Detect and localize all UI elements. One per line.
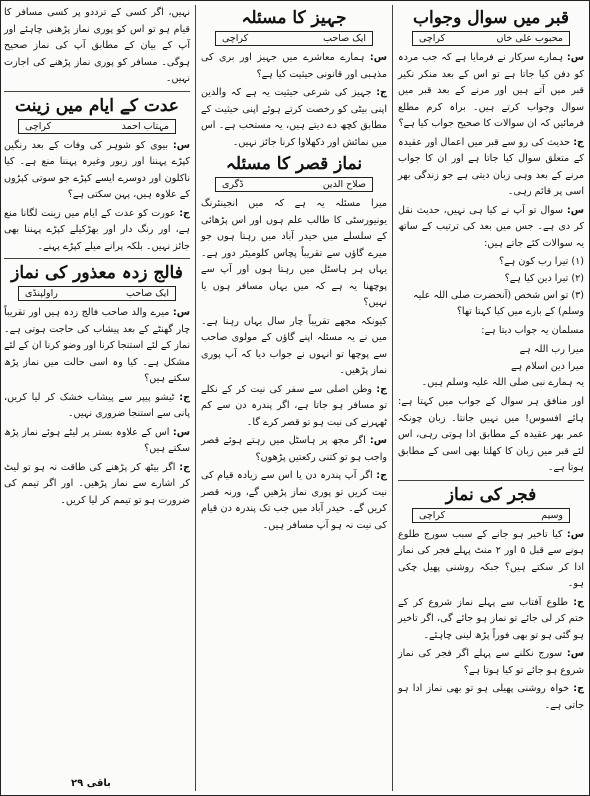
byline-author: وسیم	[541, 509, 563, 521]
divider	[4, 258, 190, 259]
byline-box	[412, 508, 570, 523]
paragraph: س: کیا تاخیر ہو جانے کے سبب سورج طلوع ہونے سے قبل ۵ اور ۲ منٹ پہلے فجر کی نماز ادا کر سکتے ہیں؟ جبکہ روشنی پھیل چکی ہو۔	[398, 528, 584, 590]
byline-box	[215, 31, 373, 46]
paragraph: س: ہمارے سرکار نے فرمایا ہے کہ جب مردہ کو دفن کیا جاتا ہے تو اس کے بعد منکر نکیر قبر میں آتے ہیں اور مرنے کے بعد قبر میں سوال وجواب کرتے ہیں۔ براہ کرم مطلع فرمائیں کہ ان سوالات کا صحیح جواب کیا ہے؟	[398, 52, 584, 130]
byline-city: ڈگری	[222, 179, 244, 191]
paragraph: ج: خواہ روشنی پھیلی ہو تو بھی نماز ادا ہو جاتی ہے۔	[398, 683, 584, 711]
paragraph: س: اگر مجھ پر ہاسٹل میں رہتے ہوئے قصر واجب ہو تو کتنی رکعتیں پڑھوں؟	[201, 435, 387, 463]
article-title: عدت کے ایام میں زینت	[15, 95, 179, 116]
paragraph: ج: حدیث کی رو سے قبر میں اعمال اور عقیدہ کے متعلق سوال کیا جاتا ہے اور ان کا جواب مرنے کے بعد وہی زبان دیتی ہے جو زندگی بھر اسی پر قائم رہی۔	[398, 136, 584, 198]
list-item: یہ ہمارے نبی صلی اللہ علیہ وسلم ہیں۔	[421, 377, 584, 389]
byline-author: ایک صاحب	[126, 288, 169, 300]
article-title: جہیز کا مسئلہ	[241, 8, 347, 28]
byline-author: صلاح الدین	[322, 179, 366, 191]
answer-list	[398, 342, 584, 392]
article-title: فالج زدہ معذور کی نماز	[11, 263, 183, 284]
paragraph: س: میرے والد صاحب فالج زدہ ہیں اور تقریباً چار گھنٹے کے بعد پیشاب کی حاجت ہوتی ہے۔ نماز کے لئے استنجا کرنا اور وضو کرنا ان کے لئے مشکل ہے۔ کیا وہ اسی حالت میں نماز پڑھ سکتے ہیں؟	[4, 307, 190, 385]
paragraph: مسلمان یہ جواب دیتا ہے:	[481, 325, 584, 337]
byline-author: محبوب علی خاں	[496, 33, 563, 45]
byline-city: کراچی	[25, 120, 52, 132]
paragraph: ج: وطن اصلی سے سفر کی نیت کر کے نکلے تو مسافر ہو جاتا ہے، اگر پندرہ دن سے کم ٹھہرنے کی نیت ہو تو قصر کرے گا۔	[201, 383, 387, 428]
paragraph: ج: اگر بیٹھ کر پڑھنے کی طاقت نہ ہو تو لیٹ کر اشارے سے نماز پڑھیں۔ اور اگر تیمم کی ضرورت ہو تو تیمم کر لیا کریں۔	[4, 461, 190, 506]
article-title: قبر میں سوال وجواب	[413, 8, 569, 28]
list-item: میرا رب اللہ ہے	[519, 343, 584, 355]
paragraph: کیونکہ مجھے تقریباً چار سال یہاں رہنا ہے۔ میں نے یہ مسئلہ اپنے گاؤں کے مولوی صاحب سے پوچھا تو انہوں نے جواب دیا کہ آپ پوری نماز پڑھیں۔	[201, 315, 387, 377]
byline-city: راولپنڈی	[25, 288, 58, 300]
byline-box	[412, 31, 570, 46]
paragraph: نہیں، اگر کسی کے ترددو پر کسی مسافر کا قیام ہو تو اس کو پوری نماز پڑھنی چاہئے اور آپ کے بیان کے مطابق آپ کی نماز صحیح ہوگی۔ مسافر کو پوری نماز پڑھنے کی اجازت نہیں۔	[4, 7, 190, 84]
left-column	[0, 5, 195, 791]
byline-box	[18, 286, 176, 301]
byline-author: مہتاب احمد	[121, 120, 169, 132]
middle-column	[195, 5, 393, 791]
list-item: (۳) تو اس شخص (آنحضرت صلی اللہ علیہ وسلم) کے بارے میں کیا کہتا تھا؟	[412, 289, 584, 318]
byline-box	[215, 177, 373, 192]
divider	[4, 91, 190, 92]
paragraph: س: بیوی کو شوہر کی وفات کے بعد رنگین کپڑے پہننا اور زیور وغیرہ پہننا منع ہے۔ کیا ناکلون اور دوسرے ایسے کپڑے جو سوتی کپڑوں کے علاوہ ہیں، پہن سکتی ہے؟	[4, 139, 190, 201]
paragraph: ج: جہیز کی شرعی حیثیت یہ ہے کہ والدین اپنی بیٹی کو رخصت کرتے ہوئے اپنی حیثیت کے مطابق کچھ دے دیتے ہیں، یہ مستحب ہے۔ اس میں نمائش اور دکھلاوا کرنا جائز نہیں۔	[201, 87, 387, 148]
paragraph: ج: طلوع آفتاب سے پہلے نماز شروع کر کے ختم کر لی جائے تو نماز ہو جائے گی، اگر تاخیر ہو گئی ہو تو بھی فوراً پڑھ لینی چاہئے۔	[398, 596, 584, 641]
paragraph: س: اس کے علاوہ بستر پر لیٹے ہوئے نماز پڑھ سکتے ہیں؟	[4, 426, 190, 455]
byline-city: کراچی	[222, 33, 249, 45]
article-title: نماز قصر کا مسئلہ	[225, 154, 363, 175]
divider	[398, 480, 584, 481]
paragraph: س: سوال تو آپ نے کیا ہی نہیں، حدیث نقل کر دی ہے۔ جس میں بعد کی ترتیب کے ساتھ یہ سوالات کئے جاتے ہیں:	[398, 204, 584, 249]
byline-box	[18, 119, 176, 134]
question-list	[398, 254, 584, 321]
paragraph: میرا مسئلہ یہ ہے کہ میں انجینئرنگ یونیورسٹی کا طالب علم ہوں اور اس پڑھائی کے سلسلے میں حیدر آباد میں رہتا ہوں جو میرے گاؤں سے تقریباً پچاس کلومیٹر دور ہے۔ یہاں ہر ہاسٹل میں رہتا ہوں اور آپ سے پوچھنا یہ ہے کہ میں یہاں مسافر ہوں یا نہیں؟	[201, 198, 387, 309]
paragraph: س: ہمارے معاشرے میں جہیز اور بری کی مذہبی اور قانونی حیثیت کیا ہے؟	[201, 52, 387, 80]
byline-city: کراچی	[419, 509, 446, 521]
paragraph: س: سورج نکلنے سے پہلے اگر فجر کی نماز شروع ہو جائے تو کیا ہوتا ہے؟	[398, 648, 584, 676]
continued-footer: باقی ۲۹	[71, 778, 111, 789]
list-item: (۱) تیرا رب کون ہے؟	[499, 256, 584, 268]
list-item: (۲) تیرا دین کیا ہے؟	[504, 272, 584, 284]
byline-city: کراچی	[419, 33, 446, 45]
paragraph: ج: عورت کو عدت کے ایام میں زینت لگانا منع ہے، اور رنگ دار اور بھڑکیلے کپڑے پہننا بھی جائز نہیں۔ بلکہ پرانے میلے کپڑے پہنے۔	[4, 207, 190, 252]
byline-author: ایک صاحب	[323, 33, 366, 45]
list-item: میرا دین اسلام ہے	[511, 360, 584, 372]
paragraph: اور منافق ہر سوال کے جواب میں کہتا ہے: ہائے افسوس! میں نہیں جانتا۔ زبان چونکہ عمر بھر عقیدہ کے مطابق ادا ہوتی رہی، اس لئے قبر میں زبان کا کھلنا بھی اسی کے مطابق ہوتا ہے۔	[398, 396, 584, 474]
paragraph: ج: اگر آپ پندرہ دن یا اس سے زیادہ قیام کی نیت کریں تو پوری نماز پڑھیں گے، ورنہ قصر کریں گے۔ حیدر آباد میں جب تک پندرہ دن قیام کی نیت نہ ہو آپ مسافر ہیں۔	[201, 470, 387, 531]
article-title: فجر کی نماز	[445, 484, 537, 505]
paragraph: ج: ٹیشو پیپر سے پیشاب خشک کر لیا کریں، پانی سے استنجا ضروری نہیں۔	[4, 391, 190, 420]
right-column	[393, 5, 589, 791]
